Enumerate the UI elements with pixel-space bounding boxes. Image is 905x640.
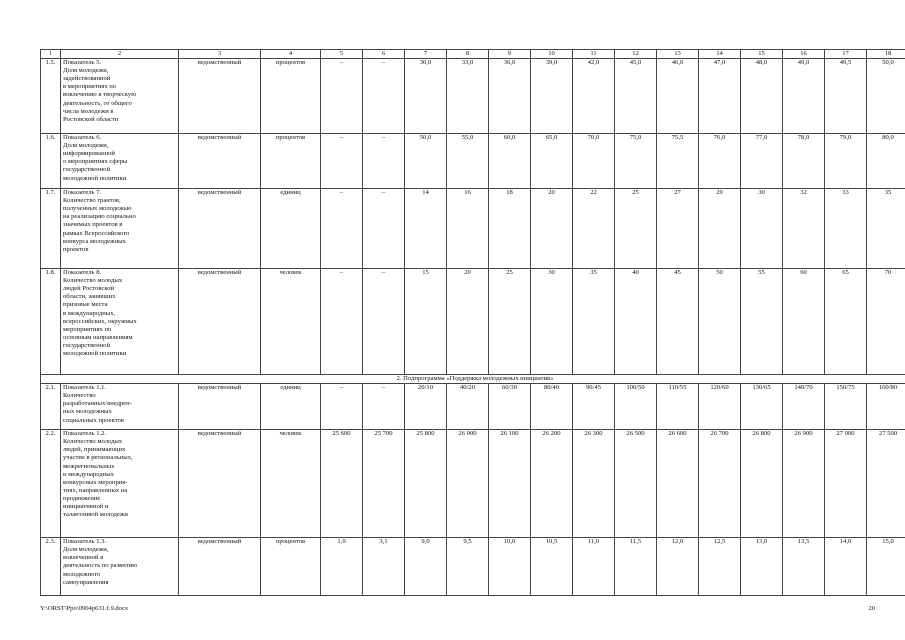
- value-cell: 3,1: [363, 538, 405, 596]
- indicator-source: ведомственный: [179, 59, 261, 134]
- value-cell: 50,0: [405, 134, 447, 189]
- value-cell: 26 300: [573, 430, 615, 538]
- value-cell: 26 500: [615, 430, 657, 538]
- indicator-name-line: инициативной и: [63, 503, 109, 511]
- value-cell: –: [363, 269, 405, 375]
- indicator-name-line: информированной: [63, 150, 115, 158]
- indicator-name-line: полученных молодежью: [63, 205, 132, 213]
- value-cell: 12,0: [657, 538, 699, 596]
- indicator-name-line: конкурса молодежных: [63, 237, 126, 245]
- value-cell: 70: [867, 269, 905, 375]
- row-number: 1.8.: [41, 269, 61, 375]
- value-cell: 150/75: [825, 384, 867, 430]
- header-cell: 5: [321, 50, 363, 59]
- value-cell: 26 900: [783, 430, 825, 538]
- indicator-name: [61, 59, 179, 134]
- table-row: [41, 189, 905, 269]
- indicator-name-line: Показатель 1.3.: [63, 538, 107, 546]
- value-cell: 20: [531, 189, 573, 269]
- table-row: [41, 269, 905, 375]
- value-cell: 25 700: [363, 430, 405, 538]
- indicators-table: [40, 49, 905, 596]
- value-cell: 25: [615, 189, 657, 269]
- header-cell: 11: [573, 50, 615, 59]
- indicator-unit: процентов: [261, 134, 321, 189]
- value-cell: 11,0: [573, 538, 615, 596]
- indicator-name-line: людей, принимающих: [63, 446, 126, 454]
- value-cell: 25 800: [405, 430, 447, 538]
- value-cell: 27 000: [825, 430, 867, 538]
- value-cell: 78,0: [783, 134, 825, 189]
- value-cell: –: [363, 59, 405, 134]
- header-cell: 8: [447, 50, 489, 59]
- header-cell: 10: [531, 50, 573, 59]
- indicator-name-line: вовлечению в творческую: [63, 91, 137, 99]
- header-row: [41, 50, 905, 59]
- row-number: 1.6.: [41, 134, 61, 189]
- indicator-name-line: талантливой молодежи: [63, 511, 128, 519]
- indicator-name-line: Показатель 5.: [63, 59, 102, 67]
- indicator-name-line: о мероприятиях сферы: [63, 158, 128, 166]
- indicator-name-line: проектов: [63, 245, 89, 253]
- indicator-name-line: Количество молодых: [63, 277, 123, 285]
- subprogram-row: [41, 375, 905, 384]
- indicator-name-line: молодежной политики: [63, 174, 127, 182]
- row-number: 2.2.: [41, 430, 61, 538]
- table-row: [41, 538, 905, 596]
- indicator-unit: человек: [261, 430, 321, 538]
- value-cell: 40: [615, 269, 657, 375]
- header-cell: 1: [41, 50, 61, 59]
- indicator-name-line: самоуправления: [63, 578, 109, 586]
- value-cell: 75,0: [615, 134, 657, 189]
- file-path: Y:\ORST\Ppo\0904p631.f.9.docx: [40, 605, 129, 612]
- value-cell: 26 100: [489, 430, 531, 538]
- value-cell: 80/40: [531, 384, 573, 430]
- value-cell: 10,5: [531, 538, 573, 596]
- table-row: [41, 430, 905, 538]
- header-cell: 13: [657, 50, 699, 59]
- value-cell: 90/45: [573, 384, 615, 430]
- indicator-name-line: продвижение: [63, 494, 101, 502]
- indicator-name: [61, 430, 179, 538]
- value-cell: 26 000: [447, 430, 489, 538]
- value-cell: 9,0: [405, 538, 447, 596]
- indicator-name: [61, 269, 179, 375]
- indicator-unit: единиц: [261, 189, 321, 269]
- table-row: [41, 384, 905, 430]
- header-cell: 2: [61, 50, 179, 59]
- value-cell: 77,0: [741, 134, 783, 189]
- value-cell: 45,0: [615, 59, 657, 134]
- row-number: 1.5.: [41, 59, 61, 134]
- indicator-name-line: разработанных/внедрен-: [63, 400, 132, 408]
- value-cell: 22: [573, 189, 615, 269]
- value-cell: 39,0: [531, 59, 573, 134]
- indicator-name-line: деятельность по развитию: [63, 562, 138, 570]
- table-body: [41, 50, 905, 596]
- table-row: [41, 59, 905, 134]
- value-cell: 32: [783, 189, 825, 269]
- indicator-name-line: Доля молодежи,: [63, 67, 109, 75]
- header-cell: 6: [363, 50, 405, 59]
- indicator-name-line: Показатель 1.2.: [63, 430, 107, 438]
- value-cell: 12,5: [699, 538, 741, 596]
- indicator-name-line: тиях, направленных на: [63, 486, 128, 494]
- value-cell: 75,5: [657, 134, 699, 189]
- value-cell: 10,0: [489, 538, 531, 596]
- value-cell: 120/60: [699, 384, 741, 430]
- header-cell: 3: [179, 50, 261, 59]
- indicator-name-line: мероприятиях по: [63, 325, 112, 333]
- value-cell: 15,0: [867, 538, 905, 596]
- indicator-name-line: ных молодежных: [63, 408, 112, 416]
- indicator-name-line: призовые места: [63, 301, 108, 309]
- value-cell: 27 500: [867, 430, 905, 538]
- value-cell: 45: [657, 269, 699, 375]
- value-cell: 35: [573, 269, 615, 375]
- value-cell: 130/65: [741, 384, 783, 430]
- indicator-source: ведомственный: [179, 384, 261, 430]
- value-cell: 110/55: [657, 384, 699, 430]
- value-cell: –: [363, 134, 405, 189]
- indicator-source: ведомственный: [179, 430, 261, 538]
- indicator-name-line: социальных проектов: [63, 416, 124, 424]
- indicator-name: [61, 384, 179, 430]
- value-cell: 35: [867, 189, 905, 269]
- value-cell: 30: [741, 189, 783, 269]
- value-cell: 33: [825, 189, 867, 269]
- indicator-name-line: молодежной политики: [63, 350, 127, 358]
- value-cell: 20: [447, 269, 489, 375]
- indicator-name-line: рамках Всероссийского: [63, 229, 130, 237]
- indicator-name-line: на реализацию социально: [63, 213, 136, 221]
- value-cell: 1,0: [321, 538, 363, 596]
- value-cell: 160/80: [867, 384, 905, 430]
- value-cell: 15: [405, 269, 447, 375]
- row-number: 1.7.: [41, 189, 61, 269]
- value-cell: 42,0: [573, 59, 615, 134]
- indicator-name-line: людей Ростовской: [63, 285, 115, 293]
- value-cell: 26 800: [741, 430, 783, 538]
- indicator-name-line: задействованной: [63, 75, 111, 83]
- indicator-name-line: всероссийских, окружных: [63, 317, 137, 325]
- indicator-name-line: в мероприятиях по: [63, 83, 117, 91]
- indicator-name-line: Количество грантов,: [63, 197, 121, 205]
- value-cell: 14,0: [825, 538, 867, 596]
- indicator-name-line: Количество: [63, 392, 96, 400]
- value-cell: 11,5: [615, 538, 657, 596]
- value-cell: 20/10: [405, 384, 447, 430]
- header-cell: 12: [615, 50, 657, 59]
- value-cell: 36,0: [489, 59, 531, 134]
- value-cell: 55: [741, 269, 783, 375]
- value-cell: 9,5: [447, 538, 489, 596]
- value-cell: 100/50: [615, 384, 657, 430]
- indicator-name-line: в международных,: [63, 309, 116, 317]
- value-cell: 80,0: [867, 134, 905, 189]
- value-cell: 13,5: [783, 538, 825, 596]
- indicator-name-line: государственной: [63, 166, 110, 174]
- value-cell: 30,0: [405, 59, 447, 134]
- indicator-name-line: конкурсных мероприя-: [63, 478, 128, 486]
- header-cell: 17: [825, 50, 867, 59]
- value-cell: –: [321, 59, 363, 134]
- indicator-unit: процентов: [261, 538, 321, 596]
- value-cell: 70,0: [573, 134, 615, 189]
- value-cell: 55,0: [447, 134, 489, 189]
- indicator-name-line: Количество молодых: [63, 438, 123, 446]
- value-cell: 13,0: [741, 538, 783, 596]
- value-cell: 48,0: [741, 59, 783, 134]
- value-cell: 27: [657, 189, 699, 269]
- indicator-name: [61, 134, 179, 189]
- value-cell: 50,0: [867, 59, 905, 134]
- indicator-name-line: основным направлениям: [63, 333, 133, 341]
- indicator-name-line: государственной: [63, 341, 110, 349]
- indicator-name-line: значимых проектов в: [63, 221, 123, 229]
- value-cell: 49,0: [783, 59, 825, 134]
- indicator-name-line: Доля молодежи,: [63, 142, 109, 150]
- value-cell: 60/30: [489, 384, 531, 430]
- value-cell: –: [363, 189, 405, 269]
- value-cell: –: [321, 134, 363, 189]
- indicator-source: ведомственный: [179, 538, 261, 596]
- indicator-name-line: Показатель 8.: [63, 269, 102, 277]
- value-cell: 26 200: [531, 430, 573, 538]
- value-cell: –: [363, 384, 405, 430]
- value-cell: –: [321, 269, 363, 375]
- value-cell: 14: [405, 189, 447, 269]
- indicator-unit: единиц: [261, 384, 321, 430]
- indicator-name-line: Ростовской области: [63, 115, 119, 123]
- indicator-name-line: Показатель 6.: [63, 134, 102, 142]
- header-cell: 7: [405, 50, 447, 59]
- value-cell: 46,0: [657, 59, 699, 134]
- page-number: 20: [868, 605, 875, 612]
- row-number: 2.1.: [41, 384, 61, 430]
- value-cell: 76,0: [699, 134, 741, 189]
- indicator-name-line: молодежного: [63, 570, 101, 578]
- subprogram-title: 2. Подпрограмма «Поддержка молодежных инициатив»: [41, 375, 905, 384]
- indicator-name-line: участие в региональных,: [63, 454, 133, 462]
- value-cell: 30: [531, 269, 573, 375]
- value-cell: 25: [489, 269, 531, 375]
- indicator-name-line: области, занявших: [63, 293, 116, 301]
- indicator-source: ведомственный: [179, 134, 261, 189]
- value-cell: 26 600: [657, 430, 699, 538]
- indicator-name-line: числа молодежи в: [63, 107, 114, 115]
- table-row: [41, 134, 905, 189]
- value-cell: 33,0: [447, 59, 489, 134]
- indicator-name-line: вовлеченной в: [63, 554, 104, 562]
- value-cell: 79,0: [825, 134, 867, 189]
- indicator-unit: человек: [261, 269, 321, 375]
- header-cell: 9: [489, 50, 531, 59]
- value-cell: 65,0: [531, 134, 573, 189]
- indicator-name-line: Доля молодежи,: [63, 546, 109, 554]
- indicator-name: [61, 538, 179, 596]
- value-cell: 26 700: [699, 430, 741, 538]
- indicator-name-line: Показатель 1.1.: [63, 384, 107, 392]
- value-cell: 47,0: [699, 59, 741, 134]
- value-cell: 40/20: [447, 384, 489, 430]
- indicator-name-line: и международных: [63, 470, 114, 478]
- row-number: 2.3.: [41, 538, 61, 596]
- header-cell: 16: [783, 50, 825, 59]
- value-cell: 29: [699, 189, 741, 269]
- value-cell: 25 600: [321, 430, 363, 538]
- value-cell: 18: [489, 189, 531, 269]
- indicator-source: ведомственный: [179, 269, 261, 375]
- value-cell: 16: [447, 189, 489, 269]
- indicator-name-line: деятельность, от общего: [63, 99, 132, 107]
- header-cell: 14: [699, 50, 741, 59]
- indicator-unit: процентов: [261, 59, 321, 134]
- value-cell: 140/70: [783, 384, 825, 430]
- header-cell: 15: [741, 50, 783, 59]
- value-cell: 50: [699, 269, 741, 375]
- indicator-source: ведомственный: [179, 189, 261, 269]
- indicator-name: [61, 189, 179, 269]
- value-cell: –: [321, 384, 363, 430]
- value-cell: –: [321, 189, 363, 269]
- header-cell: 18: [867, 50, 905, 59]
- header-cell: 4: [261, 50, 321, 59]
- value-cell: 60,0: [489, 134, 531, 189]
- value-cell: 49,5: [825, 59, 867, 134]
- value-cell: 60: [783, 269, 825, 375]
- indicator-name-line: Показатель 7.: [63, 189, 102, 197]
- indicator-name-line: межрегиональных: [63, 462, 115, 470]
- value-cell: 65: [825, 269, 867, 375]
